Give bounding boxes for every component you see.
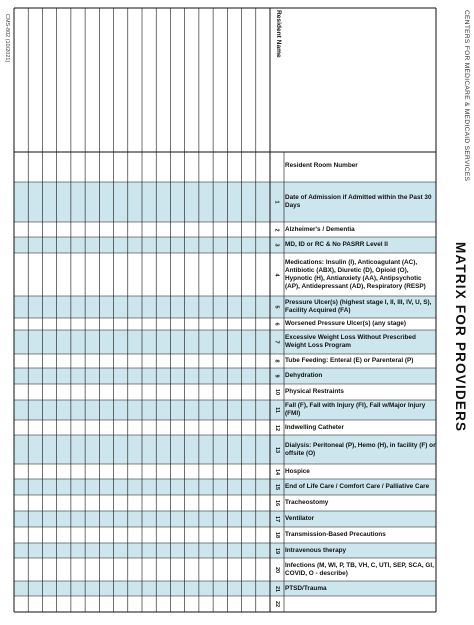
- resident-name-header: Resident Name: [275, 10, 282, 58]
- row-number: 19: [274, 547, 280, 554]
- row-label: Excessive Weight Loss Without Prescribed Weight Loss Program: [285, 334, 416, 349]
- row-label: Date of Admission if Admitted within the Past 30 Days: [285, 194, 432, 209]
- row-label: Resident Room Number: [285, 162, 358, 169]
- row-number: 16: [274, 499, 280, 507]
- row-label: Dehydration: [285, 372, 323, 379]
- row-label: Physical Restraints: [285, 388, 344, 395]
- row-label: Tracheostomy: [285, 499, 329, 506]
- row-number: 21: [274, 585, 280, 592]
- row-number: 9: [274, 374, 280, 378]
- row-label: Alzheimer's / Dementia: [285, 225, 355, 233]
- row-number: 8: [274, 359, 280, 363]
- row-number: 10: [274, 388, 280, 396]
- row-number: 11: [273, 407, 280, 413]
- row-label: Medications: Insulin (I), Anticoagulant (AC), Antibiotic (ABX), Diuretic (D), Opioid (O), Hypnotic (H), Antianxiety (AA), Antipsychotic (AP), Antidepressant (AD), Respiratory (RESP): [285, 258, 426, 290]
- row-number: 4: [274, 272, 280, 277]
- row-label: Fall (F), Fall with Injury (FI), Fall w/Major Injury (FMI): [285, 402, 426, 417]
- row-label: PTSD/Trauma: [285, 584, 327, 592]
- row-number: 14: [274, 468, 280, 475]
- row-label: Hospice: [285, 467, 310, 475]
- row-label: Infections (M, WI, P, TB, VH, C, UTI, SEP, SCA, GI, COVID, O - describe): [285, 561, 434, 577]
- row-label: [285, 597, 436, 611]
- row-label: Dialysis: Peritoneal (P), Hemo (H), in facility (F) or offsite (O): [285, 441, 436, 457]
- row-number: 12: [274, 424, 280, 431]
- row-label: Transmission-Based Precautions: [285, 531, 386, 538]
- form-id-label: CMS-802 (10/2021): [4, 14, 10, 63]
- row-number: 22: [274, 600, 280, 608]
- agency-header: CENTERS FOR MEDICARE & MEDICAID SERVICES: [463, 10, 470, 182]
- row-number: 6: [274, 322, 280, 326]
- row-label: MD, ID or RC & No PASRR Level II: [285, 241, 388, 248]
- row-label: Indwelling Catheter: [285, 423, 344, 431]
- row-number: 3: [274, 243, 280, 247]
- row-number: 5: [274, 305, 280, 309]
- row-label: Intravenous therapy: [285, 546, 347, 554]
- row-number: 1: [274, 200, 280, 204]
- row-number: 7: [274, 340, 280, 344]
- row-number: 15: [274, 483, 280, 491]
- row-label: Pressure Ulcer(s) (highest stage I, II, III, IV, U, S), Facility Acquired (FA): [285, 299, 432, 314]
- row-number: 13: [274, 446, 280, 453]
- row-number: 2: [274, 227, 280, 232]
- row-label: Tube Feeding: Enteral (E) or Parenteral (P): [285, 357, 414, 364]
- row-number: 20: [274, 566, 280, 573]
- row-label: Worsened Pressure Ulcer(s) (any stage): [285, 320, 406, 327]
- row-number: 18: [274, 531, 280, 539]
- matrix-title: MATRIX FOR PROVIDERS: [453, 242, 468, 433]
- row-number: 17: [274, 515, 280, 523]
- row-label: Ventilator: [285, 515, 315, 522]
- row-label: End of Life Care / Comfort Care / Palliative Care: [285, 483, 430, 490]
